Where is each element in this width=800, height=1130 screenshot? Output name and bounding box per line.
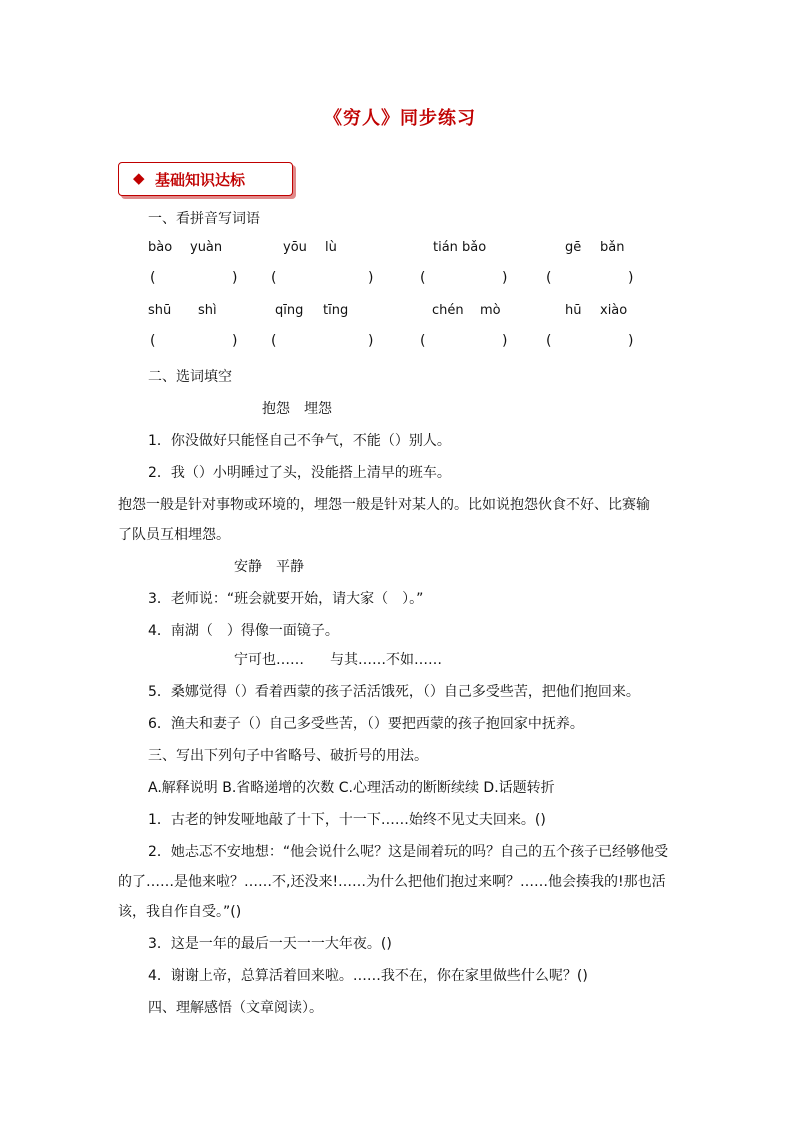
pinyin: yōu	[283, 240, 307, 255]
pinyin: gē	[565, 240, 582, 255]
question-text: 1．古老的钟发哑地敲了十下，十一下……始终不见丈夫回来。()	[148, 812, 546, 828]
section-1-heading: 一、看拼音写词语	[148, 211, 260, 227]
pinyin: mò	[480, 303, 501, 318]
answer-close-bracket: )	[368, 270, 374, 286]
answer-close-bracket: )	[502, 333, 508, 349]
answer-open-bracket: (	[150, 333, 156, 349]
answer-close-bracket: )	[628, 270, 634, 286]
pinyin: hū	[565, 303, 582, 318]
pinyin: xiào	[600, 303, 628, 318]
word-choice-pair: 安静 平静	[234, 559, 304, 575]
section-badge	[118, 162, 293, 196]
pinyin: tīng	[323, 303, 349, 318]
question-text: 6．渔夫和妻子（）自己多受些苦，（）要把西蒙的孩子抱回家中抚养。	[148, 716, 584, 732]
explanation-text: 抱怨一般是针对事物或环境的，埋怨一般是针对某人的。比如说抱怨伙食不好、比赛输	[118, 497, 650, 513]
word-choice-pair: 抱怨 埋怨	[262, 401, 332, 417]
pinyin: lù	[325, 240, 337, 255]
pinyin: bǎn	[600, 240, 625, 255]
answer-open-bracket: (	[271, 333, 277, 349]
answer-close-bracket: )	[232, 270, 238, 286]
section-4-heading: 四、理解感悟（文章阅读）。	[148, 1000, 323, 1016]
pinyin: shū	[148, 303, 172, 318]
question-text: 5．桑娜觉得（）看着西蒙的孩子活活饿死，（）自己多受些苦，把他们抱回来。	[148, 684, 640, 700]
section-3-heading: 三、写出下列句子中省略号、破折号的用法。	[148, 748, 428, 764]
diamond-icon: ◆	[133, 169, 145, 187]
answer-close-bracket: )	[502, 270, 508, 286]
section-badge-label: 基础知识达标	[155, 171, 246, 189]
answer-close-bracket: )	[628, 333, 634, 349]
question-text: 3．老师说：“班会就要开始，请大家（ ）。”	[148, 591, 424, 607]
answer-open-bracket: (	[546, 270, 552, 286]
pinyin: bào	[148, 240, 173, 255]
question-text: 4．谢谢上帝，总算活着回来啦。……我不在，你在家里做些什么呢？()	[148, 968, 588, 984]
answer-close-bracket: )	[368, 333, 374, 349]
answer-close-bracket: )	[232, 333, 238, 349]
question-text: 1．你没做好只能怪自己不争气，不能（）别人。	[148, 433, 451, 449]
answer-open-bracket: (	[546, 333, 552, 349]
word-choice-pair: 与其……不如……	[330, 652, 442, 668]
pinyin: shì	[198, 303, 217, 318]
section-2-heading: 二、选词填空	[148, 369, 232, 385]
question-text: 2．我（）小明睡过了头，没能搭上清早的班车。	[148, 465, 451, 481]
explanation-text: 了队员互相埋怨。	[118, 527, 230, 543]
question-text: 2．她忐忑不安地想：“他会说什么呢？这是闹着玩的吗？自己的五个孩子已经够他受	[148, 844, 669, 860]
pinyin: yuàn	[190, 240, 223, 255]
question-text: 该，我自作自受。”()	[118, 904, 242, 920]
pinyin: qīng	[275, 303, 304, 318]
answer-open-bracket: (	[420, 270, 426, 286]
question-text: 4．南湖（ ）得像一面镜子。	[148, 623, 339, 639]
answer-open-bracket: (	[420, 333, 426, 349]
pinyin: tián bǎo	[433, 240, 487, 255]
answer-options: A.解释说明 B.省略递增的次数 C.心理活动的断断续续 D.话题转折	[148, 780, 555, 796]
answer-open-bracket: (	[271, 270, 277, 286]
question-text: 的了……是他来啦？……不,还没来!……为什么把他们抱过来啊？……他会揍我的!那也活	[118, 874, 666, 890]
question-text: 3．这是一年的最后一天一一大年夜。()	[148, 936, 392, 952]
page-title: 《穷人》同步练习	[324, 108, 476, 129]
answer-open-bracket: (	[150, 270, 156, 286]
pinyin: chén	[432, 303, 464, 318]
word-choice-pair: 宁可也……	[234, 652, 304, 668]
